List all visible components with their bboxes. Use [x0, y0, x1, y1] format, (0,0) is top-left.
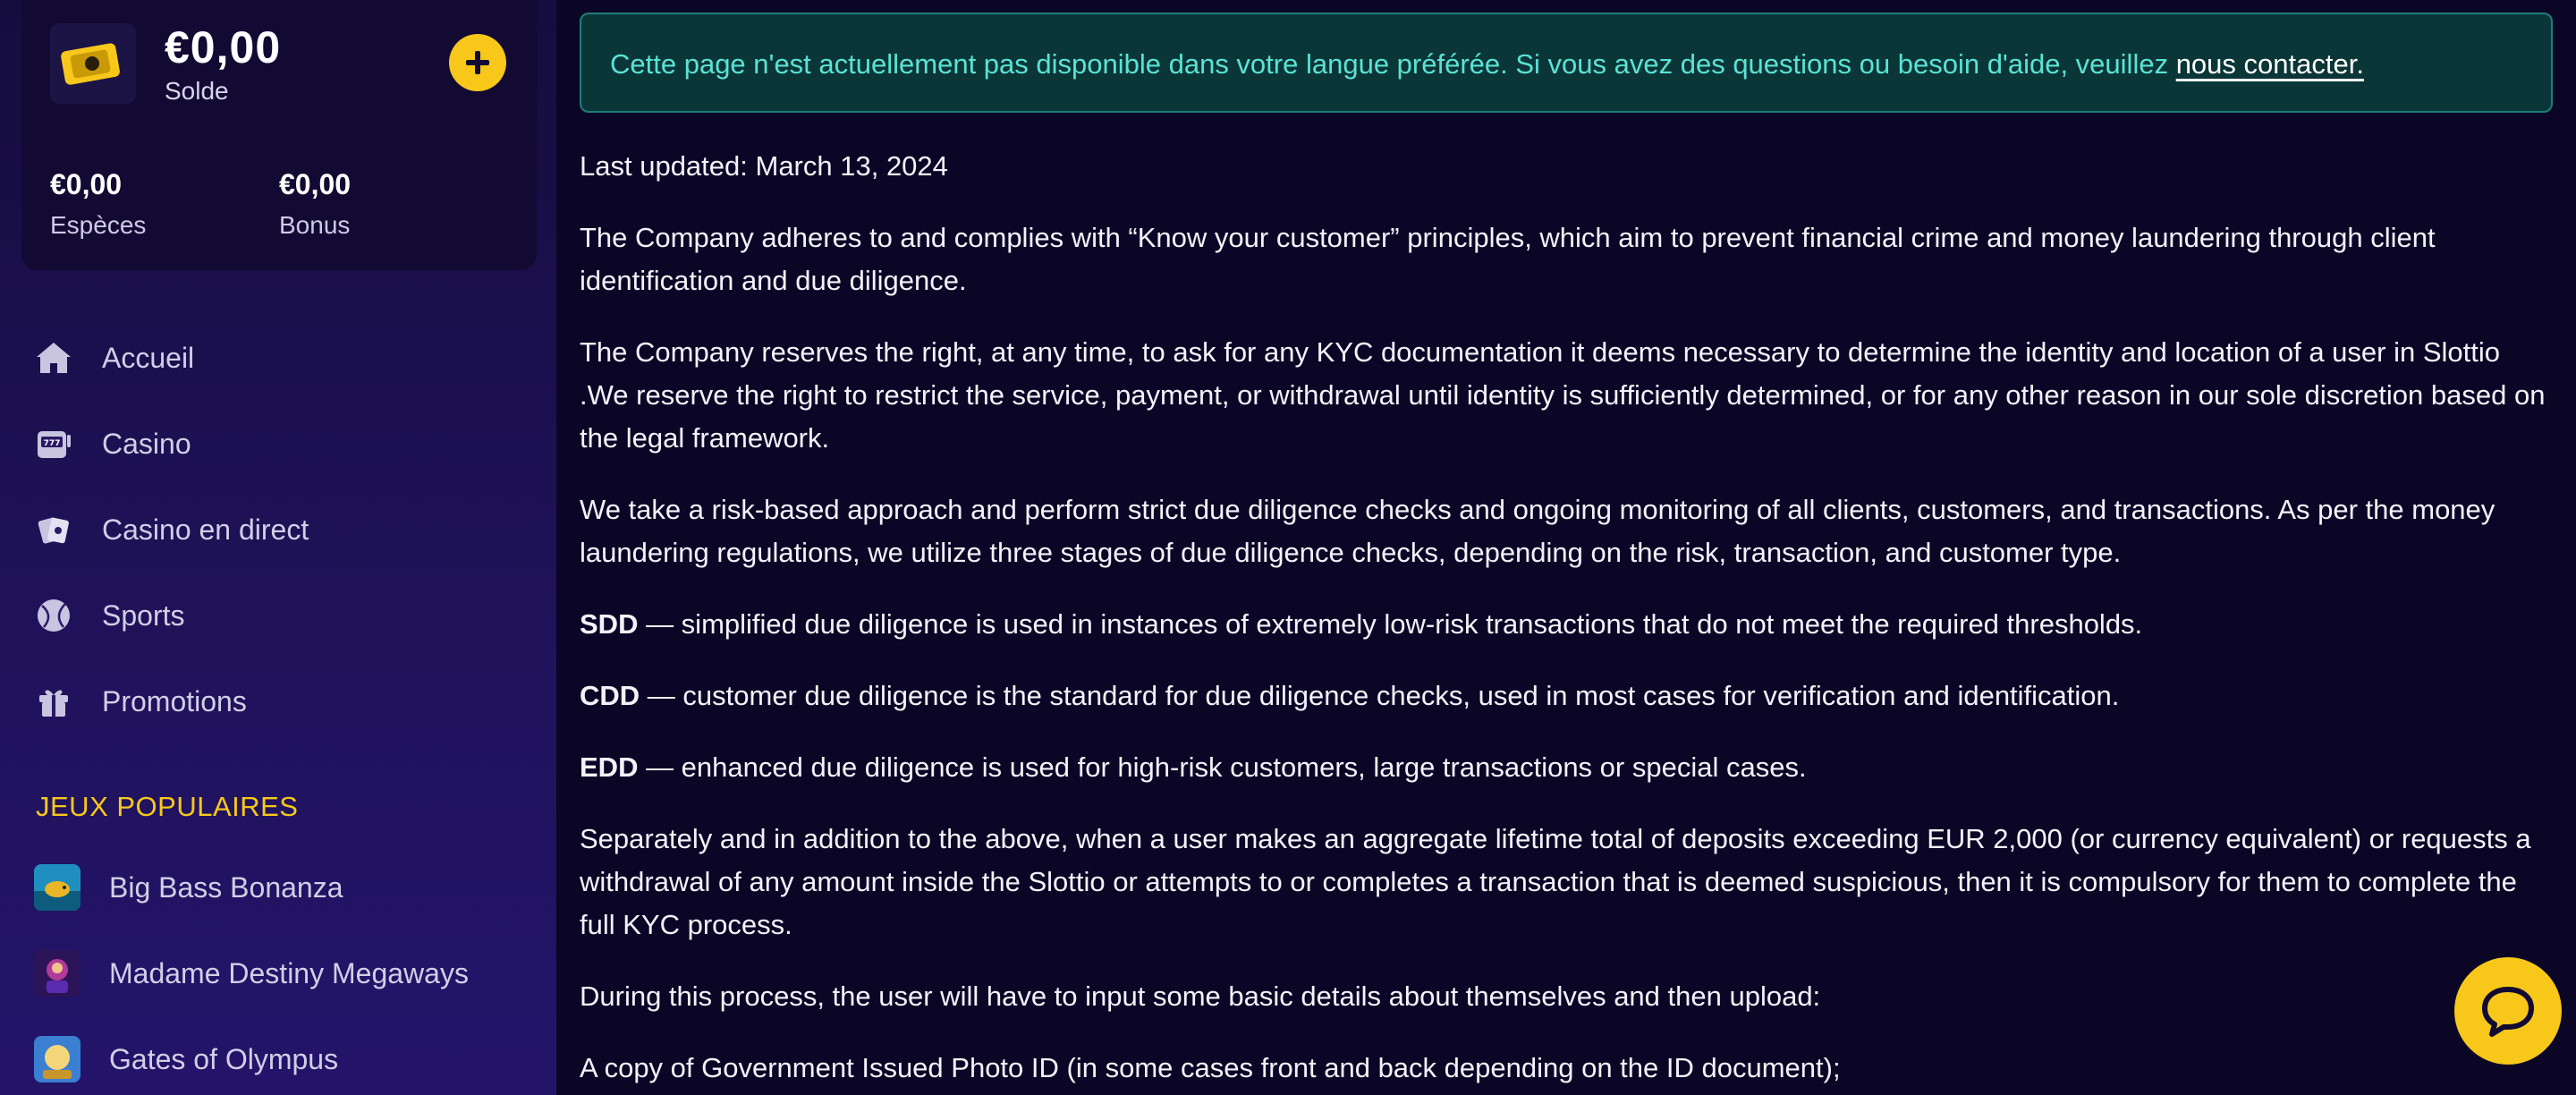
gift-icon — [34, 682, 73, 721]
sidebar-item-label: Promotions — [102, 684, 247, 717]
wallet-balance-label: Solde — [165, 77, 229, 105]
live-chat-button[interactable] — [2454, 957, 2562, 1065]
edd-term: EDD — [580, 751, 639, 783]
paragraph-kyc-rights: The Company reserves the right, at any time, to ask for any KYC documentation it deems necessary to determine the identity and location of a user in Slottio .We reserve the right to restrict the service, payment, or withdrawal until identity is sufficiently determined, or for any other reason in our sole discretion based on the legal framework. — [580, 336, 2546, 454]
language-notice-banner — [580, 13, 2553, 113]
sidebar-item-promotions[interactable] — [34, 675, 535, 728]
slot-machine-icon — [34, 424, 73, 463]
svg-text:777: 777 — [43, 439, 61, 448]
paragraph-process: During this process, the user will have to input some basic details about themselves and then upload: — [580, 980, 1821, 1012]
cdd-description: — customer due diligence is the standard for due diligence checks, used in most cases for verification and identification. — [640, 680, 2120, 711]
wallet-balance: €0,00 — [165, 22, 282, 72]
sdd-term: SDD — [580, 608, 639, 640]
popular-game-item[interactable] — [34, 861, 535, 914]
sidebar-item-label: Casino — [102, 427, 191, 460]
game-thumbnail — [34, 864, 80, 911]
popular-game-item[interactable] — [34, 946, 535, 1000]
paragraph-sdd — [580, 603, 2547, 646]
popular-game-item[interactable] — [34, 1032, 535, 1086]
popular-games-title: JEUX POPULAIRES — [36, 791, 299, 822]
sidebar-item-label: Casino en direct — [102, 513, 309, 546]
notice-message: Cette page n'est actuellement pas disponible dans votre langue préférée. Si vous avez des questions ou besoin d'aide, veuillez — [610, 48, 2176, 80]
cash-label: Espèces — [50, 211, 147, 239]
home-icon — [34, 338, 73, 378]
sidebar-item-casino[interactable] — [34, 417, 535, 471]
paragraph-risk-approach: We take a risk-based approach and perform strict due diligence checks and ongoing monitoring of all clients, customers, and transactions. As per the money laundering regulations, we utilize three stages of due diligence checks, depending on the risk, transaction, and customer type. — [580, 494, 2496, 568]
ball-icon — [34, 596, 73, 635]
sidebar-item-label: Accueil — [102, 341, 195, 374]
game-label: Gates of Olympus — [109, 1042, 339, 1075]
edd-description: — enhanced due diligence is used for high-risk customers, large transactions or special cases. — [638, 751, 1807, 783]
chat-bubble-icon — [2479, 984, 2537, 1040]
paragraph-kyc-principles: The Company adheres to and complies with “Know your customer” principles, which aim to prevent financial crime and money laundering through client identification and due diligence. — [580, 222, 2436, 296]
wallet-icon — [50, 23, 136, 104]
game-thumbnail — [34, 950, 80, 997]
sdd-description: — simplified due diligence is used in instances of extremely low-risk transactions that do not meet the required thresholds. — [638, 608, 2143, 640]
game-label: Big Bass Bonanza — [109, 870, 343, 904]
sidebar-item-label: Sports — [102, 598, 185, 632]
sidebar-item-casino-live[interactable] — [34, 503, 535, 556]
wallet-card — [21, 0, 537, 270]
sidebar-item-accueil[interactable] — [34, 331, 535, 385]
last-updated: Last updated: March 13, 2024 — [580, 150, 948, 182]
main-content — [580, 0, 2556, 1095]
paragraph-photo-id: A copy of Government Issued Photo ID (in some cases front and back depending on the ID document); — [580, 1052, 1841, 1083]
paragraph-cdd — [580, 675, 2547, 717]
language-notice-text — [610, 48, 2364, 81]
paragraph-full-kyc: Separately and in addition to the above, when a user makes an aggregate lifetime total of deposits exceeding EUR 2,000 (or currency equivalent) or requests a withdrawal of any amount inside the Slottio or attempts to or completes a transaction that is deemed suspicious, then it is compulsory for them to complete the full KYC process. — [580, 823, 2531, 940]
paragraph-edd — [580, 746, 2547, 789]
game-label: Madame Destiny Megaways — [109, 956, 469, 989]
bonus-amount: €0,00 — [279, 168, 352, 200]
contact-us-link[interactable]: nous contacter. — [2175, 48, 2364, 80]
cards-icon — [34, 510, 73, 549]
bonus-label: Bonus — [279, 211, 351, 239]
sidebar-item-sports[interactable] — [34, 589, 535, 642]
cdd-term: CDD — [580, 680, 640, 711]
game-thumbnail — [34, 1036, 80, 1082]
sidebar — [0, 0, 556, 1095]
cash-amount: €0,00 — [50, 168, 123, 200]
plus-icon — [463, 48, 492, 77]
deposit-button[interactable] — [449, 34, 506, 91]
